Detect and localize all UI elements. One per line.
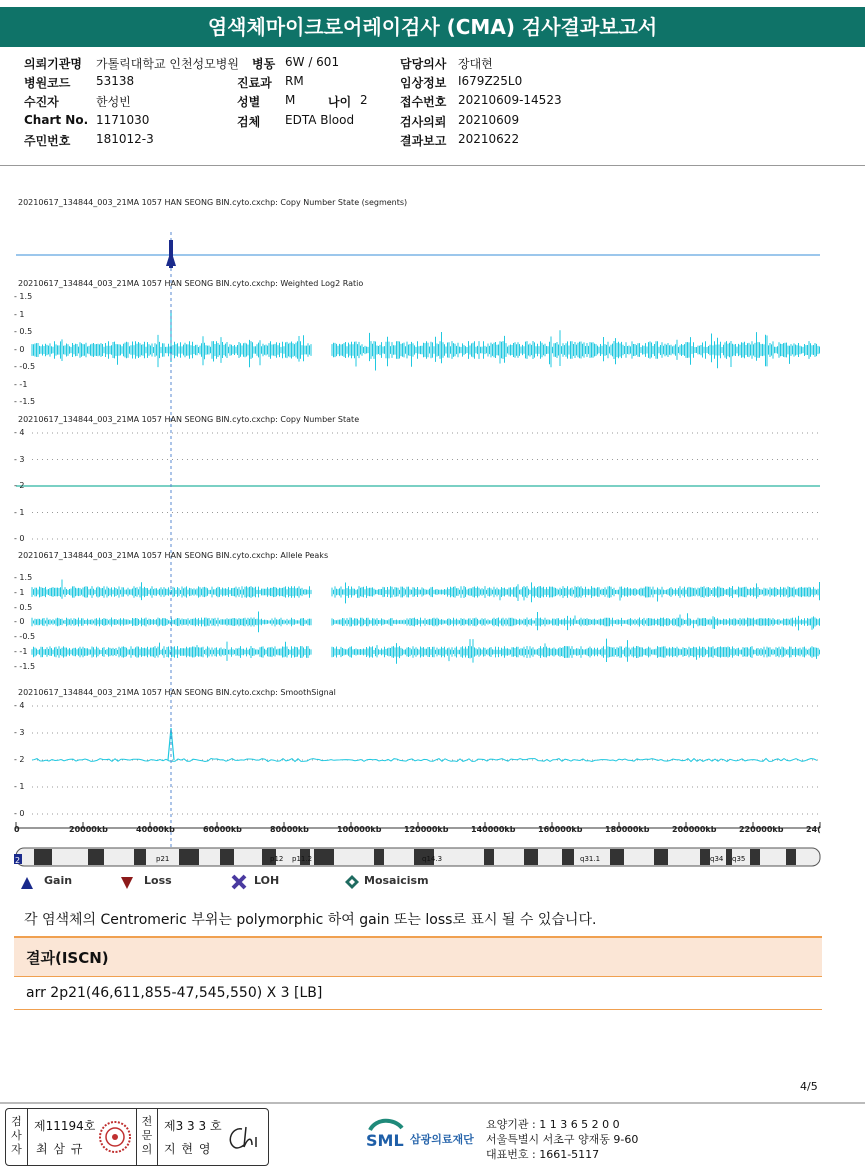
allele-peak-upper (32, 580, 820, 604)
info-value: EDTA Blood (285, 113, 355, 127)
grid-lines (16, 433, 820, 828)
allele-tick: - 1.5 (14, 573, 33, 582)
gain-icon (20, 876, 34, 890)
info-label: 검체 (237, 115, 261, 129)
header-divider (0, 165, 865, 166)
gain-marker-icon (166, 250, 176, 266)
info-label: 임상정보 (400, 76, 447, 90)
org-name: 삼광의료재단 (410, 1133, 474, 1146)
x-tick-label: 180000kb (605, 825, 650, 834)
ideogram-band (524, 849, 538, 865)
x-tick-label: 200000kb (672, 825, 717, 834)
centromere-note: 각 염색체의 Centromeric 부위는 polymorphic 하여 gain 또는 loss로 표시 될 수 있습니다. (24, 912, 597, 928)
signer2-cert: 제3 3 3 호 (164, 1119, 222, 1133)
x-tick-label: 40000kb (136, 825, 175, 834)
track-label: 20210617_134844_003_21MA 1057 HAN SEONG BIN.cyto.cxchp: Weighted Log2 Ratio (18, 279, 364, 288)
smooth-signal (32, 759, 817, 762)
info-label: 결과보고 (400, 134, 447, 148)
band-label: q14.3 (422, 855, 443, 863)
info-value: I679Z25L0 (458, 74, 523, 88)
x-tick-label: 60000kb (203, 825, 242, 834)
smooth-tick: - 0 (14, 809, 25, 818)
info-value: 한성빈 (96, 95, 131, 109)
handwritten-signature-icon (224, 1123, 264, 1153)
legend-gain: Gain (44, 874, 73, 887)
legend-loss: Loss (144, 874, 172, 887)
smooth-tick: - 3 (14, 728, 25, 737)
signer2-role: 전문의 (136, 1109, 158, 1165)
result-body (14, 976, 822, 1010)
info-value: 1171030 (96, 113, 150, 127)
ideogram-band (484, 849, 494, 865)
smooth-tick: - 1 (14, 782, 25, 791)
track-label: 20210617_134844_003_21MA 1057 HAN SEONG BIN.cyto.cxchp: Allele Peaks (18, 551, 329, 560)
mosaicism-icon (344, 874, 360, 890)
log2-tick: - 0.5 (14, 327, 33, 336)
band-label: q35 (732, 855, 746, 863)
signer1-role: 검사자 (6, 1109, 28, 1165)
signer1-name: 최 삼 규 (36, 1142, 84, 1156)
ideogram-band (610, 849, 624, 865)
info-value: 20210622 (458, 132, 520, 146)
cn-tick: - 2 (14, 481, 25, 490)
log2-tick: - -1 (14, 379, 28, 389)
footer-info (486, 1117, 638, 1162)
track-label: 20210617_134844_003_21MA 1057 HAN SEONG BIN.cyto.cxchp: SmoothSignal (18, 688, 336, 697)
allele-peak-mid (32, 612, 820, 633)
info-label: 수진자 (24, 95, 59, 109)
info-value: 가톨릭대학교 인천성모병원 (96, 57, 239, 71)
info-label: 나이 (328, 95, 352, 109)
cn-tick: - 0 (14, 534, 25, 543)
log2-tick: - 0 (14, 344, 25, 354)
legend-mosaicism: Mosaicism (364, 874, 429, 887)
ideogram-band (134, 849, 146, 865)
official-seal-icon (97, 1119, 133, 1155)
footer-line: 요양기관 : 1 1 3 6 5 2 0 0 (486, 1118, 620, 1131)
info-label: 병동 (252, 57, 276, 71)
report-title: 염색체마이크로어레이검사 (CMA) 검사결과보고서 (0, 7, 865, 47)
info-label: Chart No. (24, 113, 89, 127)
x-tick-label: 100000kb (337, 825, 382, 834)
info-value: 6W / 601 (285, 55, 340, 69)
ideogram-band (34, 849, 52, 865)
chromosome-number: 2 (15, 856, 21, 865)
ideogram-band (654, 849, 668, 865)
x-tick-label: 0 (14, 825, 20, 834)
ideogram-band (179, 849, 199, 865)
info-label: 진료과 (237, 76, 272, 90)
footer-line: 서울특별시 서초구 양재동 9-60 (486, 1133, 639, 1146)
ideogram-band (562, 849, 574, 865)
allele-tick: - 0 (14, 617, 25, 627)
info-label: 주민번호 (24, 134, 71, 148)
ideogram-band (700, 849, 710, 865)
info-label: 담당의사 (400, 57, 447, 71)
loss-icon (120, 876, 134, 890)
allele-tick: - -1.5 (14, 661, 36, 671)
allele-tick: - -0.5 (14, 632, 36, 642)
info-value: 장대현 (458, 57, 493, 71)
cn-tick: - 3 (14, 454, 25, 464)
x-tick-label: 140000kb (471, 825, 516, 834)
info-value: 2 (360, 93, 368, 107)
logo-text: SML (366, 1131, 404, 1150)
smooth-tick: - 2 (14, 755, 25, 764)
x-tick-label: 24( (806, 825, 821, 834)
track-label: 20210617_134844_003_21MA 1057 HAN SEONG BIN.cyto.cxchp: Copy Number State (18, 415, 360, 424)
band-label: q31.1 (580, 855, 601, 863)
chart-svg (14, 192, 824, 872)
info-label: 검사의뢰 (400, 115, 447, 129)
allele-tick: - 0.5 (14, 602, 33, 612)
sml-logo-icon (364, 1116, 408, 1156)
ideogram-band (220, 849, 234, 865)
footer-divider (0, 1102, 865, 1104)
ideogram-band (750, 849, 760, 865)
chromosome-ideogram (14, 846, 824, 868)
ideogram-band (374, 849, 384, 865)
cn-tick: - 1 (14, 507, 25, 517)
x-tick-label: 160000kb (538, 825, 583, 834)
info-value: 20210609 (458, 113, 520, 127)
cma-chart (14, 192, 824, 872)
info-label: 접수번호 (400, 95, 447, 109)
footer-line: 대표번호 : 1661-5117 (486, 1148, 600, 1161)
info-label: 성별 (237, 95, 261, 109)
log2-tick: - -1.5 (14, 397, 36, 406)
allele-tick: - -1 (14, 647, 28, 656)
x-tick-label: 220000kb (739, 825, 784, 834)
band-label: q34 (710, 855, 724, 863)
smooth-tick: - 4 (14, 701, 25, 710)
log2-tick: - 1.5 (14, 292, 33, 301)
info-value: 20210609-14523 (458, 93, 562, 107)
info-value: RM (285, 74, 304, 88)
allele-peak-lower (32, 639, 820, 664)
legend-loh: LOH (254, 874, 280, 887)
signer1-cert: 제11194호 (34, 1119, 96, 1133)
band-label: p12 (270, 855, 284, 863)
x-tick-label: 80000kb (270, 825, 309, 834)
ideogram-band (786, 849, 796, 865)
info-value: 181012-3 (96, 132, 154, 146)
x-tick-label: 120000kb (404, 825, 449, 834)
ideogram-band (314, 849, 334, 865)
page-number: 4/5 (800, 1080, 818, 1093)
signature-box (5, 1108, 269, 1166)
loh-icon (231, 874, 247, 890)
ideogram-band (88, 849, 104, 865)
log2-tick: - 1 (14, 309, 25, 319)
info-label: 의뢰기관명 (24, 57, 82, 71)
band-label: p21 (156, 855, 170, 863)
info-value: M (285, 93, 296, 107)
info-label: 병원코드 (24, 76, 71, 90)
allele-tick: - 1 (14, 587, 25, 597)
log2-tick: - -0.5 (14, 362, 36, 371)
signer2-name: 지 현 영 (164, 1142, 212, 1156)
x-tick-label: 20000kb (69, 825, 108, 834)
log2-ratio-signal (32, 330, 820, 370)
cn-tick: - 4 (14, 428, 25, 437)
band-label: p11.2 (292, 855, 313, 863)
track-label: 20210617_134844_003_21MA 1057 HAN SEONG BIN.cyto.cxchp: Copy Number State (segments) (18, 198, 408, 207)
result-header (14, 936, 822, 977)
result-iscn: arr 2p21(46,611,855-47,545,550) X 3 [LB] (26, 985, 323, 1001)
info-value: 53138 (96, 74, 135, 88)
result-title: 결과(ISCN) (26, 949, 109, 967)
